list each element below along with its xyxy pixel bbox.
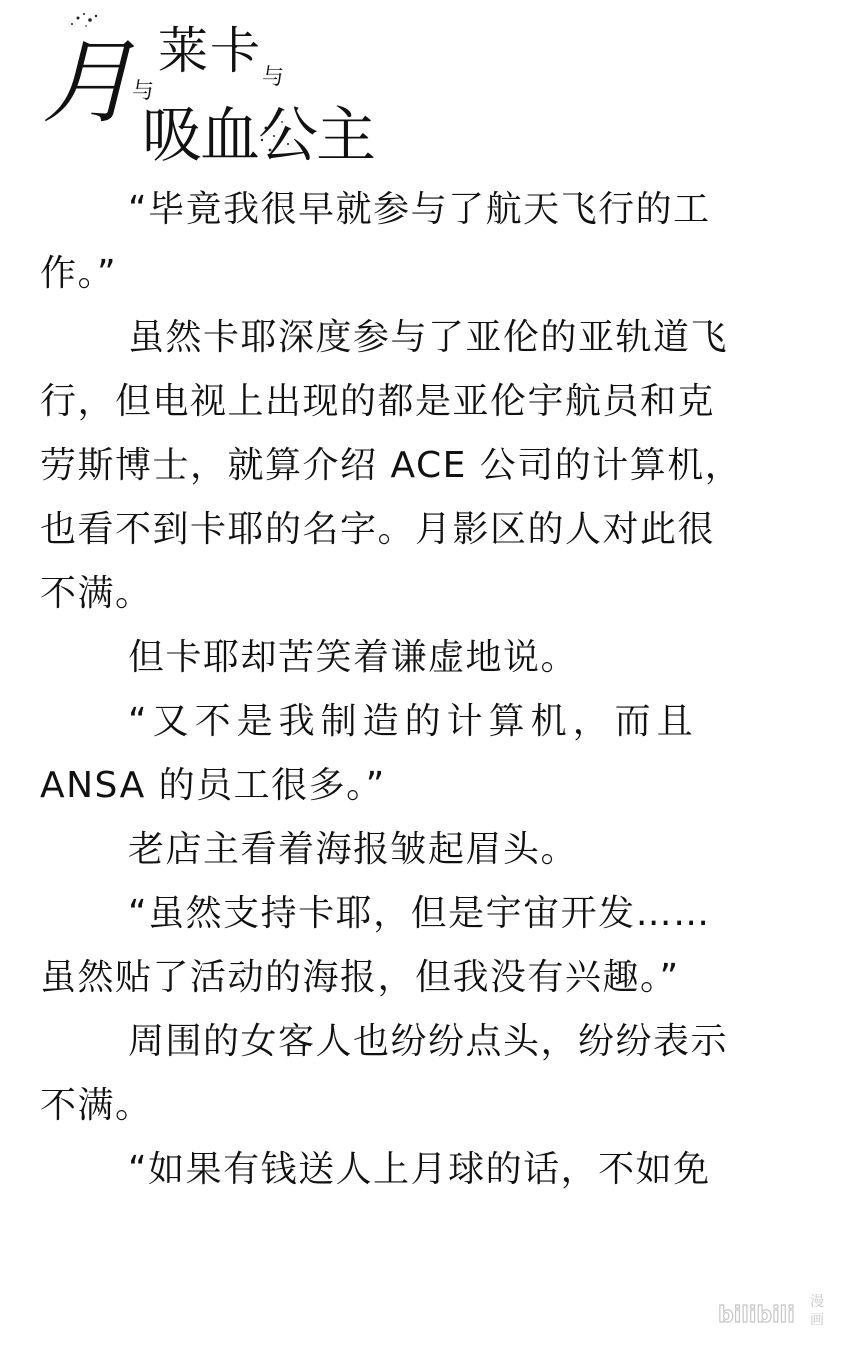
watermark-label-bottom: 画 xyxy=(810,1312,824,1328)
article-body xyxy=(40,178,812,1202)
logo-bottom-line: 吸血公主 xyxy=(142,101,374,170)
text-line: “毕竟我很早就参与了航天飞行的工 xyxy=(128,189,711,230)
text-line: “虽然支持卡耶，但是宇宙开发…… xyxy=(128,893,711,934)
watermark-label-top: 漫 xyxy=(810,1294,824,1310)
title-logo xyxy=(38,10,398,170)
text-line: 不满。 xyxy=(40,573,153,614)
bilibili-watermark xyxy=(718,1288,828,1334)
text-line: 虽然卡耶深度参与了亚伦的亚轨道飞 xyxy=(128,317,729,358)
text-line: 但卡耶却苦笑着谦虚地说。 xyxy=(128,637,579,678)
text-line: 周围的女客人也纷纷点头，纷纷表示 xyxy=(128,1021,729,1062)
text-line: ANSA 的员工很多。” xyxy=(40,765,386,806)
logo-char-ka: 卡 xyxy=(210,22,260,80)
text-line: 劳斯博士，就算介绍 ACE 公司的计算机， xyxy=(40,445,743,486)
logo-char-moon: 月 xyxy=(42,29,135,136)
text-line: 不满。 xyxy=(40,1085,153,1126)
watermark-brand: bilibili xyxy=(718,1303,795,1328)
text-line: 作。” xyxy=(40,253,118,294)
text-line: 虽然贴了活动的海报，但我没有兴趣。” xyxy=(40,957,680,998)
text-line: 也看不到卡耶的名字。月影区的人对此很 xyxy=(40,509,716,550)
logo-char-with-1: 与 xyxy=(132,79,155,104)
text-line: 行，但电视上出现的都是亚伦宇航员和克 xyxy=(40,381,716,422)
text-line: “如果有钱送人上月球的话，不如免 xyxy=(128,1149,711,1190)
text-line: “又不是我制造的计算机，而且 xyxy=(128,701,699,742)
text-line: 老店主看着海报皱起眉头。 xyxy=(128,829,579,870)
logo-char-with-2: 与 xyxy=(262,65,285,90)
logo-char-lai: 莱 xyxy=(158,22,208,80)
